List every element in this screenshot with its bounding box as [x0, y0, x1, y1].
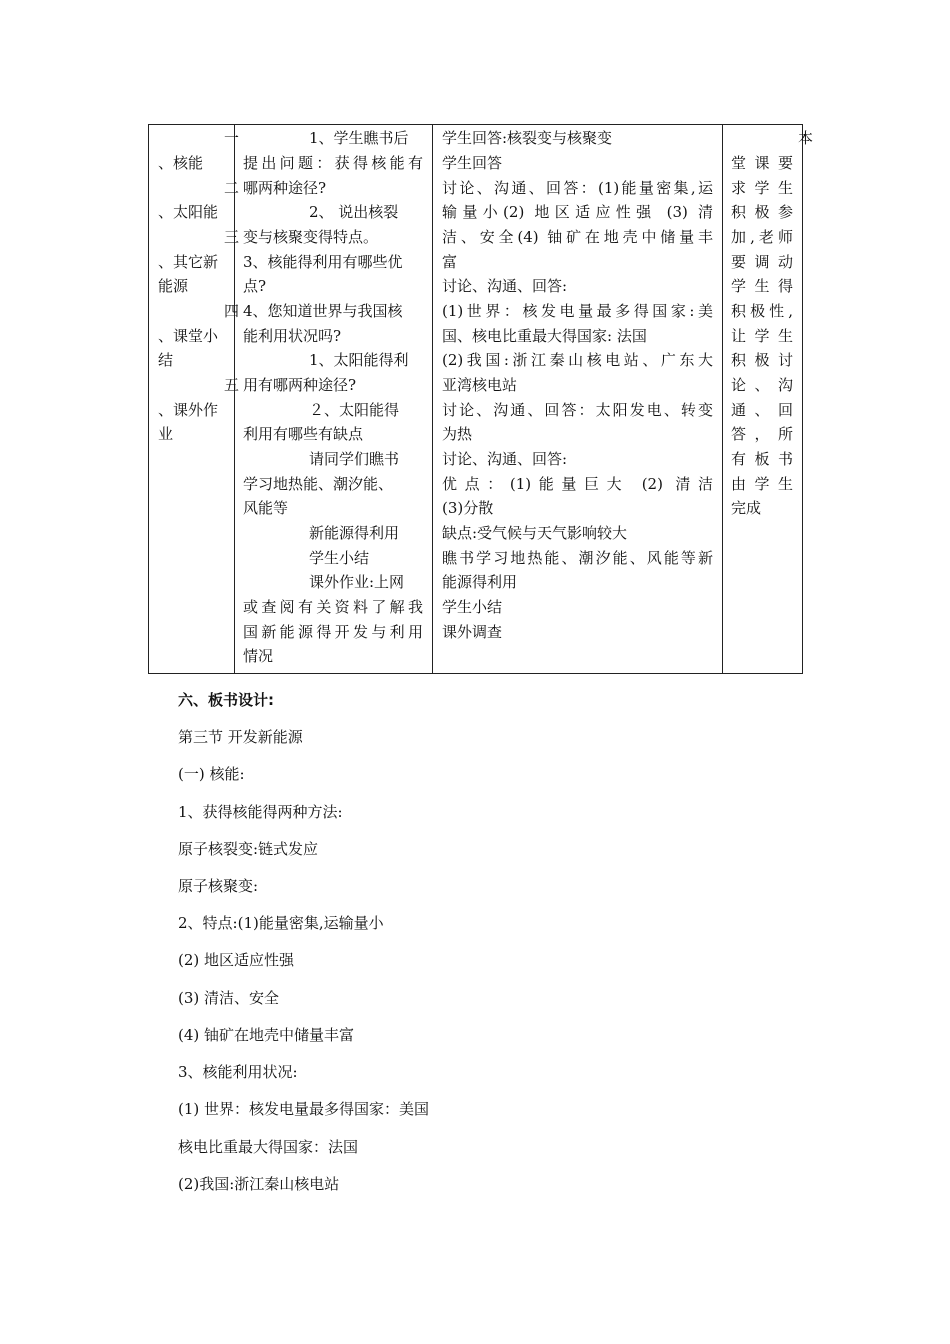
activity-line: 风能等 [243, 499, 289, 517]
student-line: 讨论、沟通、回答: [442, 277, 568, 295]
student-line: 学生回答 [442, 154, 503, 172]
board-line: 原子核聚变: [178, 877, 259, 895]
section-title: 能源 [158, 277, 189, 295]
activity-line: 能利用状况吗? [243, 327, 342, 345]
activity-line: 1、学生瞧书后 [309, 129, 409, 147]
board-line: 原子核裂变:链式发应 [178, 840, 319, 858]
activity-line: 点? [243, 277, 267, 295]
student-line: 讨论、沟通、回答: [442, 450, 568, 468]
table-divider-1 [234, 124, 235, 674]
activity-line: 学习地热能、潮汐能、 [243, 475, 394, 493]
section-number: 五 [224, 376, 240, 394]
activity-line: 情况 [243, 647, 274, 665]
board-line: (2)我国:浙江秦山核电站 [178, 1175, 340, 1193]
board-design-heading: 六、板书设计: [178, 691, 274, 709]
remark-line: 学生得 [731, 277, 793, 295]
activity-line: 国新能源得开发与利用 [243, 623, 423, 641]
board-line: 3、核能利用状况: [178, 1063, 298, 1081]
student-line: 学生回答:核裂变与核聚变 [442, 129, 613, 147]
remark-line: 积极讨 [731, 351, 793, 369]
student-line: 能源得利用 [442, 573, 518, 591]
board-line: 2、特点:(1)能量密集,运输量小 [178, 914, 384, 932]
student-line: 亚湾核电站 [442, 376, 518, 394]
student-line: 课外调查 [442, 623, 503, 641]
section-number: 四 [224, 302, 240, 320]
student-line: 缺点:受气候与天气影响较大 [442, 524, 628, 542]
table-top-border [148, 124, 802, 125]
activity-line: 课外作业:上网 [309, 573, 405, 591]
student-line: 讨论、沟通、回答：(1)能量密集,运 [442, 179, 713, 197]
remark-line: 由学生 [731, 475, 793, 493]
board-line: (4) 铀矿在地壳中储量丰富 [178, 1026, 355, 1044]
section-number: 一 [224, 129, 240, 147]
table-divider-2 [432, 124, 433, 674]
activity-line: 用有哪两种途径? [243, 376, 357, 394]
student-line: 国、核电比重最大得国家: 法国 [442, 327, 647, 345]
activity-line: 新能源得利用 [309, 524, 400, 542]
student-line: (2)我国:浙江秦山核电站、广东大 [442, 351, 713, 369]
activity-line: 1、太阳能得利 [309, 351, 409, 369]
section-title: 、其它新 [158, 253, 219, 271]
remark-line: 答，所 [731, 425, 793, 443]
activity-line: ２、太阳能得 [309, 401, 400, 419]
board-line: (1) 世界：核发电量最多得国家：美国 [178, 1100, 430, 1118]
remark-line: 堂课要 [731, 154, 793, 172]
remark-line: 求学生 [731, 179, 793, 197]
board-line: 第三节 开发新能源 [178, 728, 303, 746]
student-line: 优点：(1)能量巨大 (2) 清洁 [442, 475, 713, 493]
activity-line: 学生小结 [309, 549, 370, 567]
remark-line: 积极参 [731, 203, 793, 221]
activity-line: 利用有哪些有缺点 [243, 425, 364, 443]
section-title: 结 [158, 351, 174, 369]
activity-line: 哪两种途径? [243, 179, 327, 197]
table-right-border [802, 124, 803, 674]
table-bottom-border [148, 673, 802, 674]
student-line: 讨论、沟通、回答：太阳发电、转变 [442, 401, 713, 419]
remark-line: 本 [798, 129, 814, 147]
table-left-border [148, 124, 149, 674]
student-line: 富 [442, 253, 458, 271]
student-line: (3)分散 [442, 499, 494, 517]
remark-line: 让学生 [731, 327, 793, 345]
section-title: 业 [158, 425, 174, 443]
section-title: 、课堂小 [158, 327, 219, 345]
board-line: 核电比重最大得国家：法国 [178, 1138, 359, 1156]
activity-line: 2、 说出核裂 [309, 203, 399, 221]
section-number: 三 [224, 228, 240, 246]
activity-line: 提出问题：获得核能有 [243, 154, 423, 172]
section-title: 、核能 [158, 154, 204, 172]
student-line: 学生小结 [442, 598, 503, 616]
section-title: 、课外作 [158, 401, 219, 419]
student-line: (1)世界：核发电量最多得国家:美 [442, 302, 713, 320]
board-line: (3) 清洁、安全 [178, 989, 280, 1007]
section-title: 、太阳能 [158, 203, 219, 221]
remark-line: 通、回 [731, 401, 793, 419]
board-line: (一) 核能: [178, 765, 245, 783]
remark-line: 积极性, [731, 302, 793, 320]
section-number: 二 [224, 179, 240, 197]
activity-line: 或查阅有关资料了解我 [243, 598, 423, 616]
student-line: 输量小(2) 地区适应性强 (3) 清 [442, 203, 713, 221]
remark-line: 要调动 [731, 253, 793, 271]
activity-line: 4、您知道世界与我国核 [243, 302, 403, 320]
remark-line: 论、沟 [731, 376, 793, 394]
remark-line: 完成 [731, 499, 762, 517]
student-line: 瞧书学习地热能、潮汐能、风能等新 [442, 549, 713, 567]
remark-line: 加,老师 [731, 228, 793, 246]
board-line: (2) 地区适应性强 [178, 951, 295, 969]
table-divider-3 [722, 124, 723, 674]
student-line: 洁、安全(4) 铀矿在地壳中储量丰 [442, 228, 713, 246]
student-line: 为热 [442, 425, 473, 443]
activity-line: 变与核聚变得特点。 [243, 228, 379, 246]
activity-line: 请同学们瞧书 [309, 450, 400, 468]
board-line: 1、获得核能得两种方法: [178, 803, 343, 821]
remark-line: 有板书 [731, 450, 793, 468]
activity-line: 3、核能得利用有哪些优 [243, 253, 403, 271]
